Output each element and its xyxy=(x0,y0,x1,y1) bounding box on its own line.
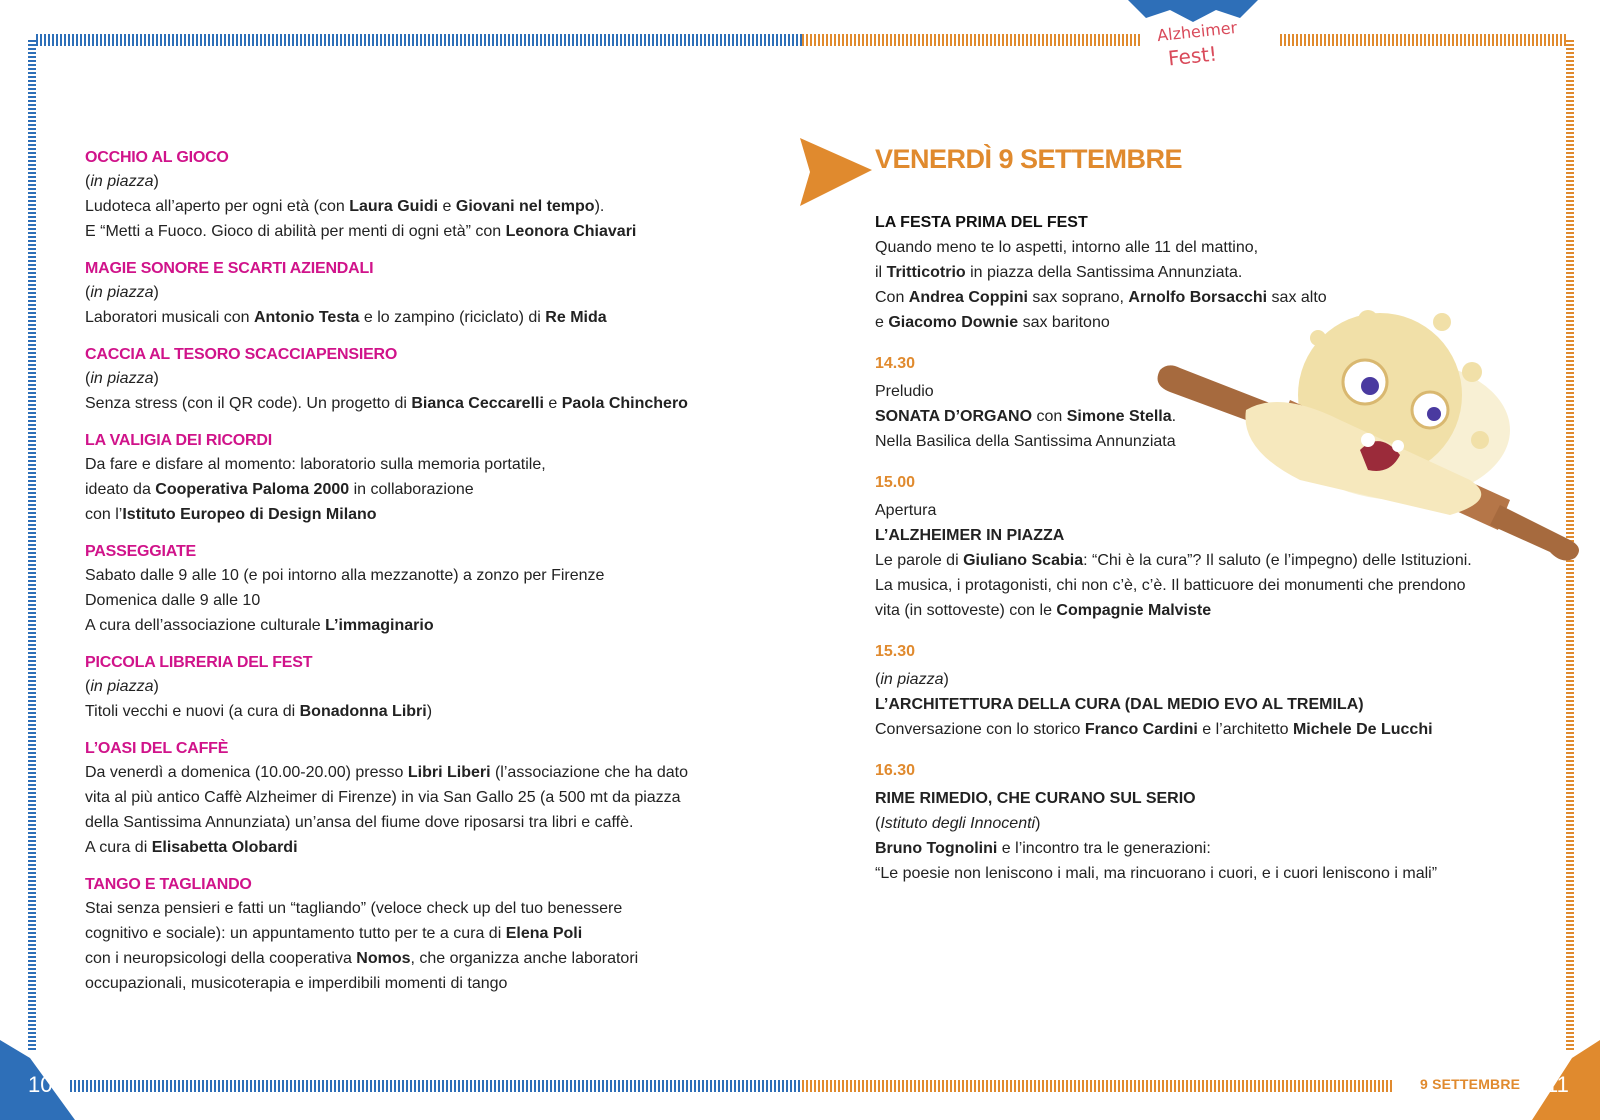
text-line xyxy=(85,971,735,996)
plain-text: Laboratori musicali con xyxy=(85,309,254,326)
plain-text: il xyxy=(875,264,887,281)
logo-text-fest: Fest! xyxy=(1166,41,1219,71)
plain-text: Domenica dalle 9 alle 10 xyxy=(85,592,261,609)
section-title: PICCOLA LIBRERIA DEL FEST xyxy=(85,654,313,671)
program-section xyxy=(85,258,735,330)
text-line xyxy=(85,502,735,527)
plain-text: Da fare e disfare al momento: laboratorio sulla memoria portatile, xyxy=(85,456,546,473)
italic-text: in piazza xyxy=(90,370,154,387)
plain-text: (l’associazione che ha dato xyxy=(490,764,688,781)
text-line xyxy=(85,588,735,613)
bold-text: Simone Stella xyxy=(1066,408,1172,425)
plain-text: Preludio xyxy=(875,383,934,400)
bold-text: Laura Guidi xyxy=(349,198,439,215)
text-line xyxy=(85,391,735,416)
play-triangle-icon xyxy=(800,138,872,206)
text-line xyxy=(85,835,735,860)
left-border xyxy=(28,40,36,1050)
plain-text: Ludoteca all’aperto per ogni età (con xyxy=(85,198,350,215)
bold-text: RIME RIMEDIO, CHE CURANO SUL SERIO xyxy=(875,790,1196,807)
top-border-mid xyxy=(802,34,1140,46)
text-line xyxy=(85,921,735,946)
program-section xyxy=(85,874,735,996)
bottom-border-right xyxy=(802,1080,1392,1092)
plain-text: in collaborazione xyxy=(349,481,474,498)
text-line xyxy=(875,717,1515,742)
text-line xyxy=(875,667,1515,692)
bold-text: Elisabetta Olobardi xyxy=(151,839,298,856)
plain-text: e l’incontro tra le generazioni: xyxy=(997,840,1211,857)
text-line xyxy=(85,366,735,391)
plain-text: e xyxy=(543,395,562,412)
text-line xyxy=(875,598,1515,623)
plain-text: con l’ xyxy=(85,506,123,523)
bottom-border-left xyxy=(70,1080,802,1092)
text-line xyxy=(85,760,735,785)
text-line xyxy=(85,699,735,724)
plain-text: Da venerdì a domenica (10.00-20.00) presso xyxy=(85,764,408,781)
text-line xyxy=(85,194,735,219)
plain-text: ) xyxy=(426,703,433,720)
bold-text: Re Mida xyxy=(545,309,607,326)
footer-date-label: 9 SETTEMBRE xyxy=(1420,1076,1521,1092)
plain-text: Sabato dalle 9 alle 10 (e poi intorno alla mezzanotte) a zonzo per Firenze xyxy=(85,567,605,584)
program-section xyxy=(85,652,735,724)
day-title: VENERDÌ 9 SETTEMBRE xyxy=(875,144,1183,174)
text-line xyxy=(85,896,735,921)
plain-text: “Le poesie non leniscono i mali, ma rincuorano i cuori, e i cuori leniscono i mali” xyxy=(875,865,1438,882)
bold-text: L’ARCHITETTURA DELLA CURA (DAL MEDIO EVO AL TREMILA) xyxy=(875,696,1364,713)
plain-text: vita al più antico Caffè Alzheimer di Firenze) in via San Gallo 25 (a 500 mt da piazza xyxy=(85,789,681,806)
bold-text: Bianca Ceccarelli xyxy=(411,395,544,412)
bold-text: Elena Poli xyxy=(505,925,583,942)
bold-text: L’immaginario xyxy=(325,617,434,634)
plain-text: Le parole di xyxy=(875,552,964,569)
text-line xyxy=(85,563,735,588)
text-line xyxy=(85,219,735,244)
plain-text: E “Metti a Fuoco. Gioco di abilità per menti di ogni età” con xyxy=(85,223,506,240)
plain-text: A cura di xyxy=(85,839,152,856)
plain-text: Titoli vecchi e nuovi (a cura di xyxy=(85,703,300,720)
bold-text: Cooperativa Paloma 2000 xyxy=(155,481,350,498)
plain-text: Senza stress (con il QR code). Un progetto di xyxy=(85,395,412,412)
event-time: 15.00 xyxy=(875,474,916,491)
plain-text: Stai senza pensieri e fatti un “tagliando” (veloce check up del tuo benessere xyxy=(85,900,623,917)
program-section xyxy=(85,541,735,638)
bold-text: Giacomo Downie xyxy=(888,314,1019,331)
text-line xyxy=(85,810,735,835)
plain-text: ( xyxy=(85,678,91,695)
plain-text: Quando meno te lo aspetti, intorno alle 11 del mattino, xyxy=(875,239,1259,256)
plain-text: ( xyxy=(875,671,881,688)
text-line xyxy=(85,305,735,330)
italic-text: in piazza xyxy=(90,284,154,301)
plain-text: ( xyxy=(85,173,91,190)
italic-text: in piazza xyxy=(90,678,154,695)
bold-text: SONATA D’ORGANO xyxy=(875,408,1033,425)
program-section xyxy=(85,738,735,860)
bold-text: Arnolfo Borsacchi xyxy=(1128,289,1268,306)
bold-text: L’ALZHEIMER IN PIAZZA xyxy=(875,527,1065,544)
event-title: LA FESTA PRIMA DEL FEST xyxy=(875,214,1088,231)
plain-text: della Santissima Annunziata) un’ansa del fiume dove riposarsi tra libri e caffè. xyxy=(85,814,634,831)
right-page-number: 11 xyxy=(1546,1072,1569,1097)
text-line xyxy=(875,235,1515,260)
bold-text: Istituto Europeo di Design Milano xyxy=(122,506,377,523)
bold-text: Bonadonna Libri xyxy=(299,703,427,720)
plain-text: con xyxy=(1032,408,1067,425)
section-title: TANGO E TAGLIANDO xyxy=(85,876,252,893)
bold-text: Franco Cardini xyxy=(1084,721,1198,738)
section-title: LA VALIGIA DEI RICORDI xyxy=(85,432,273,449)
plain-text: cognitivo e sociale): un appuntamento tutto per te a cura di xyxy=(85,925,506,942)
bold-text: Tritticotrio xyxy=(886,264,966,281)
plain-text: ( xyxy=(85,284,91,301)
plain-text: . xyxy=(1171,408,1177,425)
section-title: PASSEGGIATE xyxy=(85,543,197,560)
text-line xyxy=(85,477,735,502)
text-line xyxy=(85,613,735,638)
bold-text: Compagnie Malviste xyxy=(1056,602,1212,619)
plain-text: con i neuropsicologi della cooperativa xyxy=(85,950,357,967)
plain-text: , che organizza anche laboratori xyxy=(410,950,639,967)
plain-text: Conversazione con lo storico xyxy=(875,721,1085,738)
top-border-right xyxy=(1280,34,1566,46)
text-line xyxy=(875,836,1515,861)
text-line xyxy=(875,786,1515,811)
bold-text: Michele De Lucchi xyxy=(1292,721,1433,738)
text-line xyxy=(85,169,735,194)
text-line xyxy=(875,260,1515,285)
plain-text: e xyxy=(438,198,456,215)
plain-text: Con xyxy=(875,289,909,306)
section-title: MAGIE SONORE E SCARTI AZIENDALI xyxy=(85,260,374,277)
plain-text: sax baritono xyxy=(1018,314,1110,331)
logo-text-alzheimer: Alzheimer xyxy=(1156,17,1239,46)
plain-text: vita (in sottoveste) con le xyxy=(875,602,1057,619)
text-line xyxy=(85,946,735,971)
rolling-pin-illustration xyxy=(1150,290,1590,570)
section-title: OCCHIO AL GIOCO xyxy=(85,149,229,166)
text-line xyxy=(85,674,735,699)
plain-text: ) xyxy=(1035,815,1041,832)
plain-text: ). xyxy=(594,198,605,215)
bold-text: Paola Chinchero xyxy=(561,395,688,412)
italic-text: in piazza xyxy=(90,173,154,190)
left-page-program xyxy=(85,147,735,1010)
plain-text: ) xyxy=(153,370,159,387)
plain-text: ( xyxy=(85,370,91,387)
text-line xyxy=(875,861,1515,886)
plain-text: ) xyxy=(153,678,159,695)
text-line xyxy=(875,692,1515,717)
plain-text: Nella Basilica della Santissima Annunziata xyxy=(875,433,1176,450)
plain-text: e l’architetto xyxy=(1197,721,1293,738)
plain-text: ideato da xyxy=(85,481,156,498)
italic-text: Istituto degli Innocenti xyxy=(880,815,1036,832)
schedule-block xyxy=(875,639,1515,742)
plain-text: ) xyxy=(153,284,159,301)
left-page-number: 10 xyxy=(28,1072,53,1097)
event-time: 16.30 xyxy=(875,762,916,779)
section-title: L’OASI DEL CAFFÈ xyxy=(85,740,229,757)
program-section xyxy=(85,344,735,416)
plain-text: ( xyxy=(875,815,881,832)
plain-text: : “Chi è la cura”? Il saluto (e l’impegno) delle Istituzioni. xyxy=(1083,552,1472,569)
top-border-left xyxy=(36,34,802,46)
bold-text: Antonio Testa xyxy=(253,309,360,326)
plain-text: e xyxy=(875,314,889,331)
bold-text: Andrea Coppini xyxy=(908,289,1028,306)
program-section xyxy=(85,147,735,244)
plain-text: e lo zampino (riciclato) di xyxy=(359,309,546,326)
bold-text: Giuliano Scabia xyxy=(963,552,1084,569)
section-title: CACCIA AL TESORO SCACCIAPENSIERO xyxy=(85,346,398,363)
program-section xyxy=(85,430,735,527)
text-line xyxy=(875,573,1515,598)
plain-text: Apertura xyxy=(875,502,937,519)
text-line xyxy=(875,811,1515,836)
text-line xyxy=(85,785,735,810)
bold-text: Libri Liberi xyxy=(407,764,491,781)
schedule-block xyxy=(875,758,1515,886)
event-time: 14.30 xyxy=(875,355,916,372)
plain-text: sax soprano, xyxy=(1027,289,1129,306)
bold-text: Leonora Chiavari xyxy=(505,223,637,240)
plain-text: occupazionali, musicoterapia e imperdibili momenti di tango xyxy=(85,975,508,992)
bold-text: Bruno Tognolini xyxy=(875,840,998,857)
text-line xyxy=(85,280,735,305)
plain-text: ) xyxy=(943,671,949,688)
bold-text: Giovani nel tempo xyxy=(455,198,595,215)
plain-text: ) xyxy=(153,173,159,190)
plain-text: sax alto xyxy=(1267,289,1327,306)
bold-text: Nomos xyxy=(356,950,411,967)
plain-text: La musica, i protagonisti, chi non c’è, c’è. Il batticuore dei monumenti che prendono xyxy=(875,577,1466,594)
plain-text: in piazza della Santissima Annunziata. xyxy=(965,264,1243,281)
text-line xyxy=(85,452,735,477)
plain-text: A cura dell’associazione culturale xyxy=(85,617,326,634)
event-time: 15.30 xyxy=(875,643,916,660)
italic-text: in piazza xyxy=(880,671,944,688)
